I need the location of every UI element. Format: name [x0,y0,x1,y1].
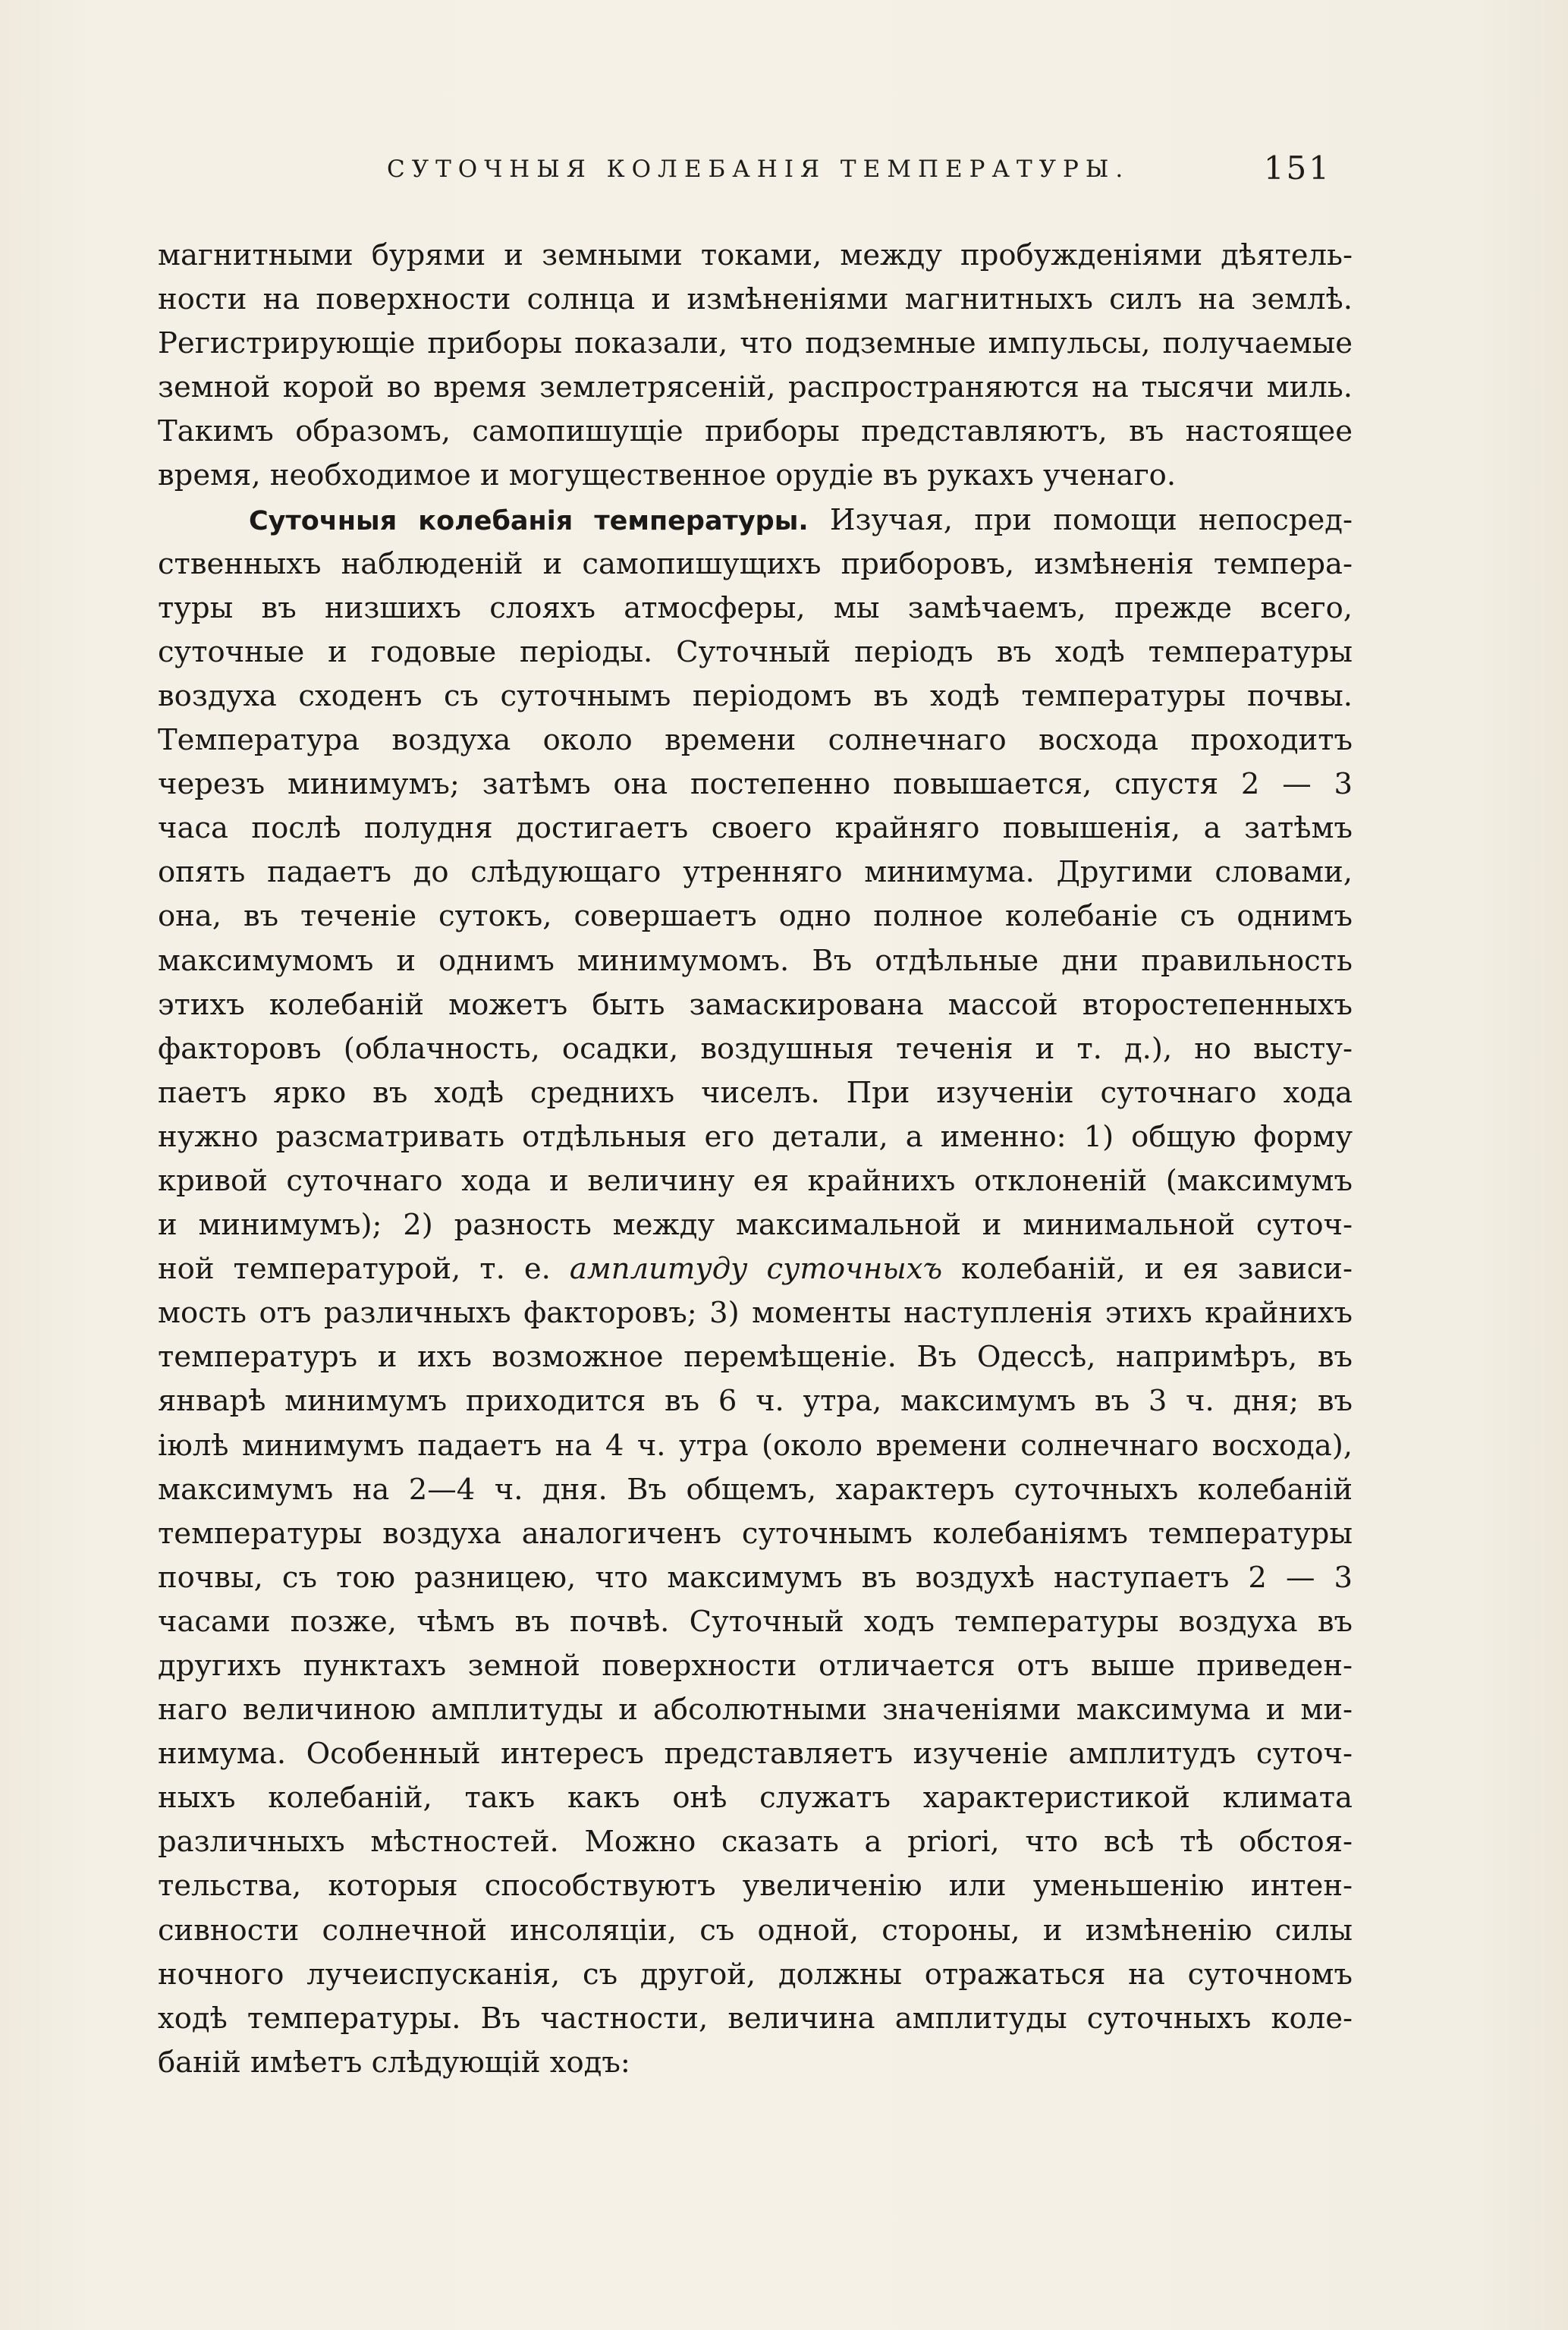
paragraph-magnetic-storms [158,234,1353,498]
text-line: кривой суточнаго хода и величину ея крайнихъ отклоненій (максимумъ [158,1163,1353,1198]
text-line: различныхъ мѣстностей. Можно сказать a priori, что всѣ тѣ обстоя- [158,1825,1353,1860]
text-fragment: Изучая, при помощи непосред- [808,502,1353,537]
text-line: часа послѣ полудня достигаетъ своего крайняго повышенія, а затѣмъ [158,811,1353,846]
text-line: температуры воздуха аналогиченъ суточнымъ колебаніямъ температуры [158,1516,1353,1551]
text-line: температуръ и ихъ возможное перемѣщеніе. Въ Одессѣ, напримѣръ, въ [158,1340,1353,1375]
text-line: мость отъ различныхъ факторовъ; 3) моменты наступленія этихъ крайнихъ [158,1296,1353,1331]
text-line: нимума. Особенный интересъ представляетъ изученіе амплитудъ суточ- [158,1737,1353,1772]
text-fragment: ной температурой, т. е. [158,1252,570,1287]
text-line: паетъ ярко въ ходѣ среднихъ чиселъ. При изученіи суточнаго хода [158,1075,1353,1110]
text-line: ности на поверхности солнца и измѣненіями магнитныхъ силъ на землѣ. [158,282,1353,317]
text-line: наго величиною амплитуды и абсолютными значеніями максимума и ми- [158,1693,1353,1728]
paragraph-daily-temperature [158,498,1353,2085]
text-line: факторовъ (облачность, осадки, воздушныя теченія и т. д.), но высту- [158,1031,1353,1066]
text-line: Регистрирующіе приборы показали, что подземные импульсы, получаемые [158,326,1353,361]
page-header [159,149,1373,201]
text-line: часами позже, чѣмъ въ почвѣ. Суточный ходъ температуры воздуха въ [158,1604,1353,1639]
text-line: максимумомъ и однимъ минимумомъ. Въ отдѣльные дни правильность [158,943,1353,978]
text-line: суточные и годовые періоды. Суточный періодъ въ ходѣ температуры [158,634,1353,669]
text-line: ственныхъ наблюденій и самопишущихъ приборовъ, измѣненія темпера- [158,546,1353,581]
italic-term: амплитуду суточныхъ [569,1252,943,1287]
text-line: сивности солнечной инсоляціи, съ одной, стороны, и измѣненію силы [158,1913,1353,1948]
text-line: магнитными бурями и земными токами, между пробужденіями дѣятель- [158,238,1353,272]
text-line: воздуха сходенъ съ суточнымъ періодомъ въ ходѣ температуры почвы. [158,678,1353,713]
text-line: земной корой во время землетрясеній, распространяются на тысячи миль. [158,370,1353,405]
text-line: Температура воздуха около времени солнечнаго восхода проходитъ [158,723,1353,758]
text-line: почвы, съ тою разницею, что максимумъ въ воздухѣ наступаетъ 2 — 3 [158,1560,1353,1595]
text-line: ходѣ температуры. Въ частности, величина амплитуды суточныхъ коле- [158,2001,1353,2036]
text-line: туры въ низшихъ слояхъ атмосферы, мы замѣчаемъ, прежде всего, [158,590,1353,625]
running-title: СУТОЧНЫЯ КОЛЕБАНІЯ ТЕМПЕРАТУРЫ. [387,156,1130,183]
text-line: іюлѣ минимумъ падаетъ на 4 ч. утра (около времени солнечнаго восхода), [158,1428,1353,1463]
text-line: ночного лучеиспусканія, съ другой, должны отражаться на суточномъ [158,1957,1353,1992]
text-line: Такимъ образомъ, самопишущіе приборы представляютъ, въ настоящее [158,414,1353,449]
text-line: баній имѣетъ слѣдующій ходъ: [158,2045,630,2080]
section-rubric: Суточныя колебанія температуры. [249,505,809,536]
text-line: она, въ теченіе сутокъ, совершаетъ одно полное колебаніе съ однимъ [158,899,1353,934]
text-line: время, необходимое и могущественное орудіе въ рукахъ ученаго. [158,458,1177,493]
text-line: январѣ минимумъ приходится въ 6 ч. утра, максимумъ въ 3 ч. дня; въ [158,1384,1353,1419]
text-line: ныхъ колебаній, такъ какъ онѣ служатъ характеристикой климата [158,1781,1353,1816]
text-line: этихъ колебаній можетъ быть замаскирована массой второстепенныхъ [158,987,1353,1022]
text-line: тельства, которыя способствуютъ увеличенію или уменьшенію интен- [158,1869,1353,1904]
text-line: максимумъ на 2—4 ч. дня. Въ общемъ, характеръ суточныхъ колебаній [158,1472,1353,1507]
body-text [158,234,1353,2085]
text-line-with-italic [158,1247,1353,1291]
page-number: 151 [1263,149,1331,187]
text-line: опять падаетъ до слѣдующаго утренняго минимума. Другими словами, [158,855,1353,890]
text-line: другихъ пунктахъ земной поверхности отличается отъ выше приведен- [158,1649,1353,1683]
text-line: черезъ минимумъ; затѣмъ она постепенно повышается, спустя 2 — 3 [158,767,1353,802]
text-line-with-rubric [158,498,1353,542]
text-line: и минимумъ); 2) разность между максимальной и минимальной суточ- [158,1208,1353,1243]
text-fragment: колебаній, и ея зависи- [942,1252,1353,1287]
text-line: нужно разсматривать отдѣльныя его детали, а именно: 1) общую форму [158,1119,1353,1154]
